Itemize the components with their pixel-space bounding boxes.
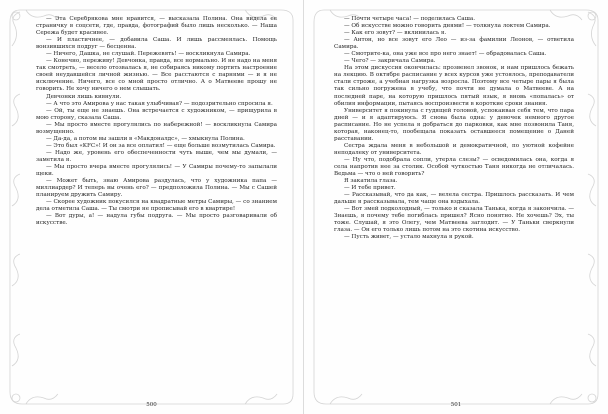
page-text <box>334 16 574 394</box>
paragraph: Университет я покинула с гудящей головой, успокаивая себя тем, что пара дней — и я адаптируюсь. Я снова была одна: у девочек немного другое расписание. Но не успела я добраться до парковки, как мне позвонила Таня, которая, наконец-то, пообещала показать оставшееся помещение о Даней расставании. <box>334 107 574 142</box>
page-number: 501 <box>450 402 462 408</box>
paragraph: — Это был «KFC»! И он за все оплатил! — еще больше возмутилась Самира. <box>46 142 276 149</box>
paragraph: Сестра ждала меня в небольшой и демократичной, по уютной кофейне неподалеку от университета. <box>334 142 574 156</box>
paragraph: — Как его зовут? — вклинилась я. <box>344 30 447 37</box>
paragraph: — А что это Амирова у нас такая улыбчивая? — подозрительно спросила я. <box>46 100 273 107</box>
paragraph: — Мы просто вместе прогулялись по набережной! — воскликнула Самира возмущенно. <box>36 121 277 135</box>
paragraph: — И пластичнее, — добавила Саша. И лишь рассмеялась. Помощь вонзившихся подруг — бесценна. <box>36 37 277 51</box>
page-number: 500 <box>146 402 157 408</box>
paragraph: — Вот дуры, а! — надула губы подруга. — Мы просто разговаривали об искусстве. <box>36 213 277 227</box>
paragraph: — Чего? — закричала Самира. <box>344 58 436 65</box>
paragraph: — Об искусстве можно говорить днями! — толкнула локтем Самира. <box>344 23 551 30</box>
right-page <box>304 0 608 414</box>
paragraph: — Почти четыре часа! — поделилась Саша. <box>344 16 476 22</box>
paragraph: Девчонки лишь кивнули. <box>46 93 122 100</box>
paragraph: — Пусть живет, — устало махнула я рукой. <box>344 234 474 241</box>
paragraph: — Ну что, подобрала сопли, утерла слезы? — осведомилась она, когда я села напротив нее за столик. Особой чуткостью Таня никогда не отличалась. Ведьма — что о ней говорить? <box>334 156 574 178</box>
paragraph: — Конечно, переживу! Девчонка, правда, все нормально. И не надо на меня так смотреть, — весело отозвалась я, не собираясь никому портить настроение своей неудавшейся личной жизнью. — Все расстаются с парнями — и я не исключение. Ничего, все со мной просто отлично. А о Матвееве прошу не говорить. Не хочу ничего о нем слышать. <box>36 58 277 93</box>
paragraph: — Эта Серебрякова мне нравится, — высказала Полина. Она видела ее страничку в соцсети, где, правда, фотографий было лишь несколько. — Наша Сережа будет красивее. <box>36 16 277 37</box>
paragraph: — И тебе привет. <box>344 185 396 192</box>
paragraph: — Рассказывай, что да как, — велела сестра. Пришлось рассказать. И чем дальше я рассказывала, тем чаще она вздыхала. <box>334 192 574 206</box>
paragraph: — Да-да, а потом вы зашли в «Макдоналдс», — хмыкнула Полина. <box>46 135 245 142</box>
paragraph: — Антон, но все зовут его Лео — из-за фамилии Леонов, — ответила Самира. <box>334 37 574 51</box>
paragraph: — Вот змей подколодный, — только и сказала Танька, когда я закончила. — Знаешь, я почему тебе погиблась пришел? Ясно понятно. Не хочешь? Эх, ты тоже. Слушай, я это Олегу, чем Матвеева заглодит. — У Таньки сверкнули глаза. — Он его только лишь потом на это скотина искусство. <box>334 206 574 234</box>
paragraph: — Мы просто вчера вместе прогулялись! — У Самиры почему-то запылали щеки. <box>36 163 277 178</box>
paragraph: — Смотрите-ка, она уже все про него знает! — обрадовалась Саша. <box>344 51 547 58</box>
paragraph: Я закатила глаза. <box>344 178 398 185</box>
paragraph: — Надо же, уровень его обеспеченности чуть выше, чем мы думали, — заметила я. <box>36 149 277 163</box>
paragraph: — Скорее художник покусился на квадратные метры Самиры, — со знанием дела отметила Саша. — Ты смотри не прописывай его в квартире! <box>36 199 277 213</box>
paragraph: — Может быть, знаю Амирова раздулась, что у художника папа — миллиардер? И теперь вы очень его? — предположила Полина. — Мы с Сашей планируем дружить Самиру. <box>36 178 277 199</box>
paragraph: На этом дискуссия окончилась: прозвенел звонок, и нам пришлось бежать на лекцию. В октябре расписание у всех курсов уже устоялось, преподаватели стали строже, а учебная нагрузка возросла. Поэтому все четыре пары я была так сильно погружена в учебу, что почти не думала о Матвееве. А на последней паре, на которую пришлось пятый язык, я вновь «попалась» от обилия информации, пытаясь воспроизвести в короткие сроки знания. <box>334 65 574 107</box>
paragraph: — Ой, ты еще не знаешь. Она встречается с художником, — прищурила в мою сторону, сказала Саша. <box>36 107 277 121</box>
paragraph: — Ничего, Дашка, не слушай. Пережевять! — воскликнула Самира. <box>46 51 251 58</box>
page-text <box>36 16 277 394</box>
